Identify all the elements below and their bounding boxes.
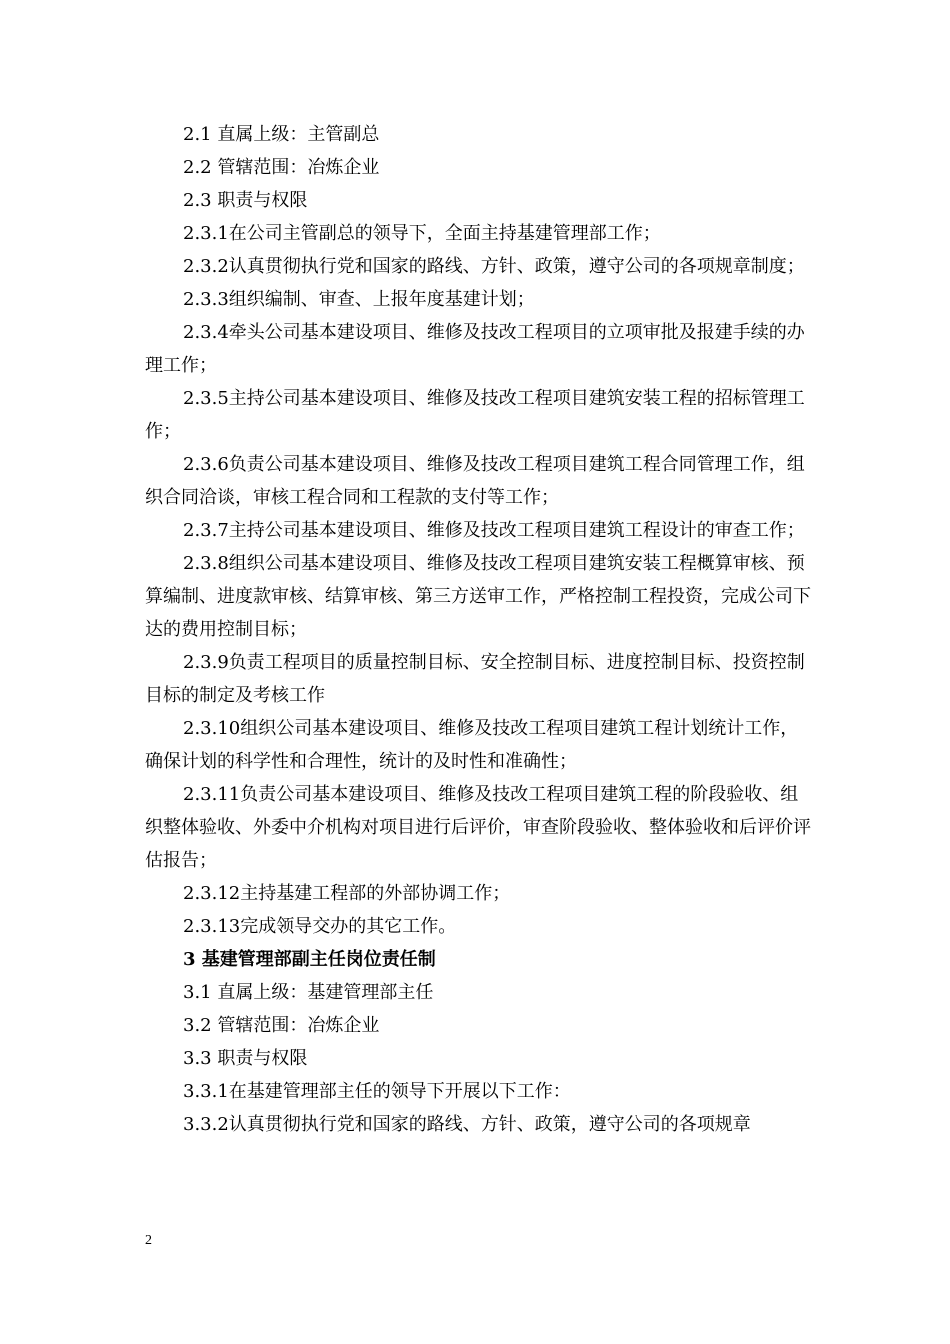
paragraph-3-3-1: 3.3.1在基建管理部主任的领导下开展以下工作：: [183, 1081, 571, 1102]
paragraph-2-3-10: 2.3.10组织公司基本建设项目、维修及技改工程项目建筑工程计划统计工作，确保计划的科学性和合理性，统计的及时性和准确性；: [145, 718, 799, 772]
paragraph-2-3-8: 2.3.8组织公司基本建设项目、维修及技改工程项目建筑安装工程概算审核、预算编制、进度款审核、结算审核、第三方送审工作，严格控制工程投资，完成公司下达的费用控制目标；: [145, 553, 811, 640]
paragraph-2-3-13: 2.3.13完成领导交办的其它工作。: [183, 916, 457, 937]
paragraph-3-3: 3.3 职责与权限: [183, 1048, 308, 1069]
section-3-heading: 3 基建管理部副主任岗位责任制: [183, 949, 436, 970]
paragraph-3-3-2: 3.3.2认真贯彻执行党和国家的路线、方针、政策，遵守公司的各项规章: [183, 1114, 751, 1135]
paragraph-2-3-4: 2.3.4牵头公司基本建设项目、维修及技改工程项目的立项审批及报建手续的办理工作；: [145, 322, 805, 376]
paragraph-2-3: 2.3 职责与权限: [183, 190, 308, 211]
paragraph-2-3-2: 2.3.2认真贯彻执行党和国家的路线、方针、政策，遵守公司的各项规章制度；: [183, 256, 805, 277]
paragraph-2-3-5: 2.3.5主持公司基本建设项目、维修及技改工程项目建筑安装工程的招标管理工作；: [145, 388, 805, 442]
paragraph-2-1: 2.1 直属上级：主管副总: [183, 124, 380, 145]
paragraph-3-1: 3.1 直属上级：基建管理部主任: [183, 982, 434, 1003]
paragraph-2-3-6: 2.3.6负责公司基本建设项目、维修及技改工程项目建筑工程合同管理工作，组织合同洽谈，审核工程合同和工程款的支付等工作；: [145, 454, 805, 508]
paragraph-2-2: 2.2 管辖范围：冶炼企业: [183, 157, 380, 178]
paragraph-2-3-9: 2.3.9负责工程项目的质量控制目标、安全控制目标、进度控制目标、投资控制目标的制定及考核工作: [145, 652, 805, 706]
paragraph-2-3-1: 2.3.1在公司主管副总的领导下，全面主持基建管理部工作；: [183, 223, 661, 244]
paragraph-2-3-7: 2.3.7主持公司基本建设项目、维修及技改工程项目建筑工程设计的审查工作；: [183, 520, 805, 541]
document-body: [145, 118, 815, 1141]
paragraph-2-3-12: 2.3.12主持基建工程部的外部协调工作；: [183, 883, 511, 904]
paragraph-2-3-11: 2.3.11负责公司基本建设项目、维修及技改工程项目建筑工程的阶段验收、组织整体验收、外委中介机构对项目进行后评价，审查阶段验收、整体验收和后评价评估报告；: [145, 784, 811, 871]
paragraph-3-2: 3.2 管辖范围：冶炼企业: [183, 1015, 380, 1036]
page-number: 2: [145, 1233, 152, 1248]
paragraph-2-3-3: 2.3.3组织编制、审查、上报年度基建计划；: [183, 289, 535, 310]
